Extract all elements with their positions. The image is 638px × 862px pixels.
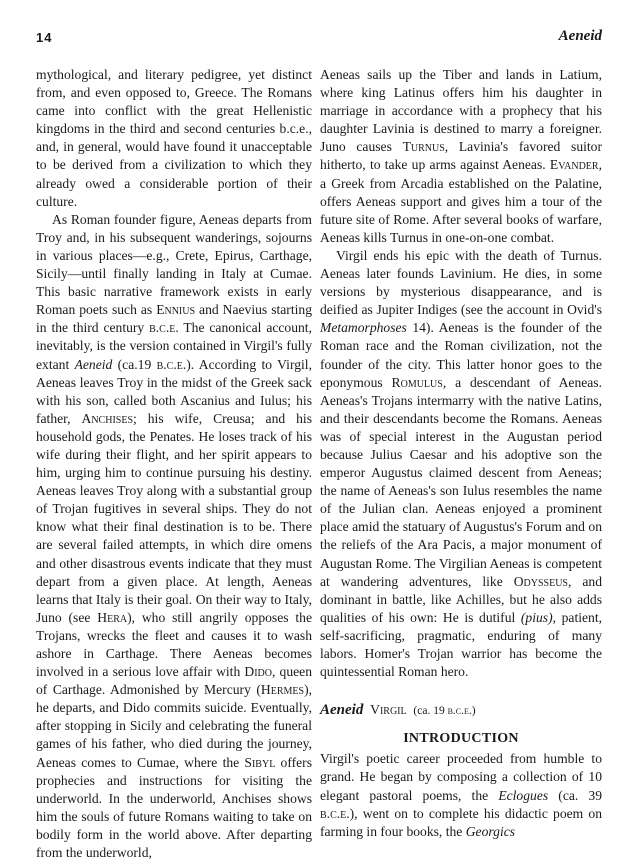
section-heading-introduction: INTRODUCTION (403, 731, 519, 747)
right-column (320, 66, 602, 841)
entry-title: Aeneid (320, 702, 364, 719)
cross-ref-dido[interactable]: Dido (244, 664, 272, 680)
page-number: 14 (36, 30, 53, 45)
paragraph: Virgil's poetic career proceeded from humble to grand. He began by composing a collection of 10 elegant pastoral poems, the Eclogues (ca. 39 b.c.e.), went on to complete his didactic poem on farming in four books, the Georgics (320, 751, 603, 839)
paragraph: mythological, and literary pedigree, yet distinct from, and even opposed to, Greece. The Romans came into conflict with the great Hellenistic kingdoms in the third and second centuries b.c.e., and, in general, would have found it unacceptable to be derived from a civilization to which they already owed a considerable portion of their culture. (36, 67, 312, 209)
cross-ref-ennius[interactable]: Ennius (156, 302, 196, 318)
cross-ref-odysseus[interactable]: Odysseus (513, 573, 568, 589)
cross-ref-sibyl[interactable]: Sibyl (244, 754, 276, 770)
cross-ref-evander[interactable]: Evander (549, 157, 599, 173)
paragraph: Aeneas sails up the Tiber and lands in Latium, where king Latinus offers him his daughter in marriage in accordance with a prophecy that his daughter Lavinia is destined to marry a foreigner. Juno causes Turnus, Lavinia's favored suitor hitherto, to take up arms against Aeneas. Evander, a Greek from Arcadia established on the Palatine, offers Aeneas support and gives him a tour of the future site of Rome. After several books of warfare, Aeneas kills Turnus in one-on-one combat. (320, 67, 602, 245)
cross-ref-anchises[interactable]: Anchises (81, 410, 134, 426)
entry-author: Virgil (370, 702, 407, 718)
entry-date: (ca. 19 b.c.e.) (413, 705, 476, 718)
cross-ref-hera[interactable]: Hera (97, 609, 128, 625)
cross-ref-hermes[interactable]: Hermes (260, 682, 305, 698)
running-header (36, 30, 602, 50)
entry-heading (320, 701, 602, 720)
left-column (36, 66, 312, 862)
cross-ref-turnus[interactable]: Turnus (402, 139, 445, 155)
paragraph: As Roman founder figure, Aeneas departs from Troy and, in his subsequent wanderings, sojourns in various places—e.g., Crete, Epirus, Carthage, Sicily—until finally landing in Italy at Cumae. This basic narrative framework exists in early Roman poets such as Ennius and Naevius starting in the third century b.c.e. The canonical account, inevitably, is the version contained in Virgil's fully extant Aeneid (ca.19 b.c.e.). According to Virgil, Aeneas leaves Troy in the midst of the Greek sack with his son, called both Ascanius and Iulus; his father, Anchises; his wife, Creusa; and his household gods, the Penates. He loses track of his wife during their flight, and her spirit appears to him, urging him to continue pursuing his destiny. Aeneas leaves Troy along with a substantial group of Trojan fugitives in several ships. They do not know what their final destination is to be. There are several failed attempts, in which dire omens and other disastrous events indicate that they must depart from a given place. At length, Aeneas learns that Italy is their goal. On their way to Italy, Juno (see Hera), who still angrily opposes the Trojans, wrecks the fleet and causes it to wash ashore in Carthage. There Aeneas becomes involved in a serious love affair with Dido, queen of Carthage. Admonished by Mercury (Hermes), he departs, and Dido commits suicide. Eventually, after stopping in Sicily and celebrating the funeral games of his father, who died during the journey, Aeneas comes to Cumae, where the Sibyl offers prophecies and instructions for visiting the underworld. In the underworld, Anchises shows him the souls of future Romans waiting to take on bodily form in the world above. After departing from the underworld, (36, 211, 313, 861)
cross-ref-romulus[interactable]: Romulus (391, 374, 443, 390)
paragraph: Virgil ends his epic with the death of Turnus. Aeneas later founds Lavinium. He dies, in some versions by mysterious disappearance, and is deified as Jupiter Indiges (see the account in Ovid's Metamorphoses 14). Aeneas is the founder of the Roman race and the Roman civilization, not the founder of the city. This latter honor goes to the eponymous Romulus, a descendant of Aeneas. Aeneas's Trojans intermarry with the native Latins, and their descendants become the Romans. Aeneas was of special interest in the Augustan period because Julius Caesar and his adoptive son the emperor Augustus claimed descent from Aeneas; the name of Aeneas's son Iulus resembles the name of the Julian clan. Aeneas enjoyed a prominent place amid the statuary of Augustus's Forum and on the reliefs of the Ara Pacis, a major monument of Augustan Rome. The Virgilian Aeneas is competent at wandering adventures, like Odysseus, and dominant in battle, like Achilles, but he also adds qualities of his own: He is dutiful (pius), patient, self-sacrificing, pragmatic, enduring of many labors. Homer's Trojan warrior has become the quintessential Roman hero. (320, 247, 603, 680)
running-title: Aeneid (558, 28, 602, 44)
